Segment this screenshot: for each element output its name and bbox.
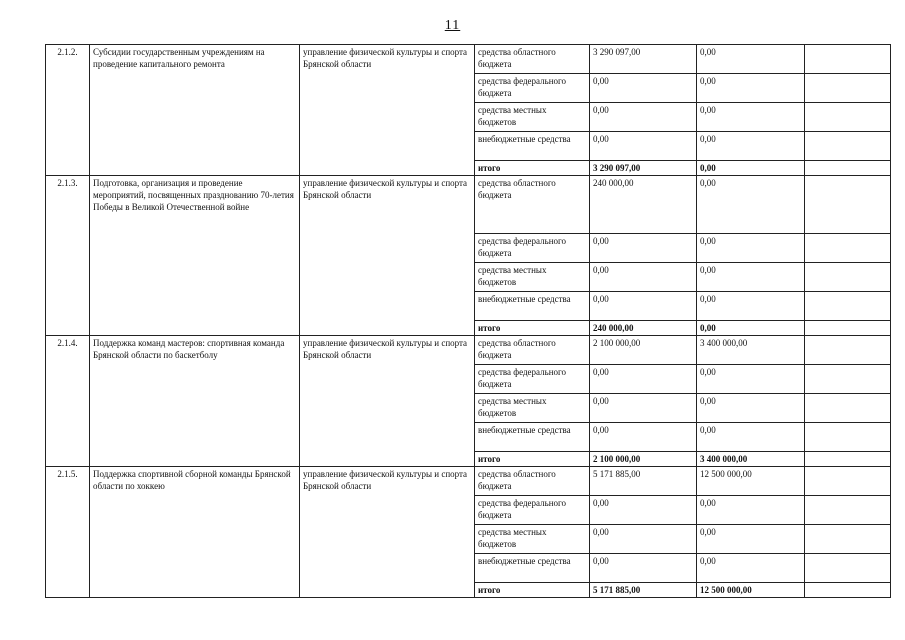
item-number bbox=[46, 583, 90, 598]
table-row bbox=[46, 554, 891, 583]
item-name bbox=[90, 423, 300, 452]
total-label: итого bbox=[475, 452, 590, 467]
amount-cell: 0,00 bbox=[697, 263, 805, 292]
amount-cell: 3 290 097,00 bbox=[590, 45, 697, 74]
item-number bbox=[46, 394, 90, 423]
empty-cell bbox=[805, 45, 891, 74]
item-executor bbox=[300, 496, 475, 525]
empty-cell bbox=[805, 132, 891, 161]
empty-cell bbox=[805, 161, 891, 176]
total-label: итого bbox=[475, 321, 590, 336]
source-label: внебюджетные средства bbox=[475, 292, 590, 321]
item-number bbox=[46, 292, 90, 321]
item-executor bbox=[300, 132, 475, 161]
amount-cell: 0,00 bbox=[590, 103, 697, 132]
amount-cell: 0,00 bbox=[697, 394, 805, 423]
item-executor bbox=[300, 423, 475, 452]
amount-cell: 0,00 bbox=[697, 176, 805, 234]
item-number: 2.1.5. bbox=[46, 467, 90, 496]
table-row bbox=[46, 45, 891, 74]
item-number bbox=[46, 452, 90, 467]
item-number bbox=[46, 263, 90, 292]
item-name bbox=[90, 554, 300, 583]
amount-cell: 0,00 bbox=[697, 292, 805, 321]
amount-cell: 0,00 bbox=[697, 554, 805, 583]
item-name bbox=[90, 234, 300, 263]
amount-cell: 0,00 bbox=[697, 103, 805, 132]
amount-cell: 0,00 bbox=[697, 525, 805, 554]
amount-cell: 12 500 000,00 bbox=[697, 467, 805, 496]
item-executor: управление физической культуры и спорта Брянской области bbox=[300, 467, 475, 496]
total-row bbox=[46, 583, 891, 598]
amount-cell: 0,00 bbox=[590, 554, 697, 583]
table-row bbox=[46, 467, 891, 496]
amount-cell: 0,00 bbox=[590, 292, 697, 321]
total-row bbox=[46, 452, 891, 467]
budget-table bbox=[45, 44, 891, 598]
amount-cell: 3 400 000,00 bbox=[697, 336, 805, 365]
table-row bbox=[46, 525, 891, 554]
table-row bbox=[46, 176, 891, 234]
empty-cell bbox=[805, 74, 891, 103]
empty-cell bbox=[805, 103, 891, 132]
page-number: 11 bbox=[444, 18, 461, 33]
amount-cell: 3 290 097,00 bbox=[590, 161, 697, 176]
amount-cell: 5 171 885,00 bbox=[590, 467, 697, 496]
amount-cell: 0,00 bbox=[697, 74, 805, 103]
item-executor bbox=[300, 292, 475, 321]
item-executor bbox=[300, 263, 475, 292]
amount-cell: 0,00 bbox=[590, 394, 697, 423]
item-executor bbox=[300, 583, 475, 598]
item-name: Поддержка спортивной сборной команды Брянской области по хоккею bbox=[90, 467, 300, 496]
amount-cell: 0,00 bbox=[697, 321, 805, 336]
amount-cell: 0,00 bbox=[590, 525, 697, 554]
table-row bbox=[46, 394, 891, 423]
item-number bbox=[46, 554, 90, 583]
source-label: средства областного бюджета bbox=[475, 45, 590, 74]
empty-cell bbox=[805, 423, 891, 452]
table-row bbox=[46, 74, 891, 103]
item-name: Подготовка, организация и проведение мероприятий, посвященных празднованию 70-летия Победы в Великой Отечественной войне bbox=[90, 176, 300, 234]
source-label: средства федерального бюджета bbox=[475, 365, 590, 394]
empty-cell bbox=[805, 365, 891, 394]
source-label: средства федерального бюджета bbox=[475, 496, 590, 525]
item-name bbox=[90, 132, 300, 161]
source-label: средства областного бюджета bbox=[475, 176, 590, 234]
item-number bbox=[46, 103, 90, 132]
item-name bbox=[90, 452, 300, 467]
source-label: средства местных бюджетов bbox=[475, 263, 590, 292]
amount-cell: 0,00 bbox=[590, 74, 697, 103]
empty-cell bbox=[805, 263, 891, 292]
amount-cell: 0,00 bbox=[697, 161, 805, 176]
empty-cell bbox=[805, 583, 891, 598]
empty-cell bbox=[805, 452, 891, 467]
source-label: средства местных бюджетов bbox=[475, 394, 590, 423]
empty-cell bbox=[805, 176, 891, 234]
item-name bbox=[90, 161, 300, 176]
source-label: средства федерального бюджета bbox=[475, 234, 590, 263]
item-name bbox=[90, 525, 300, 554]
amount-cell: 0,00 bbox=[590, 365, 697, 394]
source-label: внебюджетные средства bbox=[475, 132, 590, 161]
item-executor bbox=[300, 321, 475, 336]
empty-cell bbox=[805, 496, 891, 525]
amount-cell: 0,00 bbox=[697, 496, 805, 525]
item-name bbox=[90, 583, 300, 598]
amount-cell: 0,00 bbox=[590, 496, 697, 525]
item-executor bbox=[300, 234, 475, 263]
item-name bbox=[90, 103, 300, 132]
item-executor bbox=[300, 394, 475, 423]
table-row bbox=[46, 336, 891, 365]
item-number: 2.1.4. bbox=[46, 336, 90, 365]
item-name bbox=[90, 263, 300, 292]
table-row bbox=[46, 132, 891, 161]
amount-cell: 5 171 885,00 bbox=[590, 583, 697, 598]
source-label: средства федерального бюджета bbox=[475, 74, 590, 103]
amount-cell: 0,00 bbox=[697, 423, 805, 452]
source-label: средства областного бюджета bbox=[475, 467, 590, 496]
item-number bbox=[46, 74, 90, 103]
item-name bbox=[90, 394, 300, 423]
amount-cell: 2 100 000,00 bbox=[590, 336, 697, 365]
empty-cell bbox=[805, 234, 891, 263]
amount-cell: 0,00 bbox=[697, 45, 805, 74]
amount-cell: 0,00 bbox=[590, 423, 697, 452]
item-number bbox=[46, 423, 90, 452]
table-row bbox=[46, 292, 891, 321]
table-row bbox=[46, 423, 891, 452]
table-row bbox=[46, 263, 891, 292]
item-executor bbox=[300, 525, 475, 554]
item-number: 2.1.2. bbox=[46, 45, 90, 74]
table-row bbox=[46, 365, 891, 394]
item-executor: управление физической культуры и спорта Брянской области bbox=[300, 336, 475, 365]
item-number bbox=[46, 234, 90, 263]
item-executor bbox=[300, 74, 475, 103]
item-executor bbox=[300, 161, 475, 176]
item-name bbox=[90, 496, 300, 525]
source-label: внебюджетные средства bbox=[475, 554, 590, 583]
table-row bbox=[46, 234, 891, 263]
amount-cell: 240 000,00 bbox=[590, 176, 697, 234]
item-name bbox=[90, 365, 300, 394]
item-executor bbox=[300, 554, 475, 583]
item-number: 2.1.3. bbox=[46, 176, 90, 234]
item-name bbox=[90, 74, 300, 103]
source-label: средства областного бюджета bbox=[475, 336, 590, 365]
item-executor: управление физической культуры и спорта Брянской области bbox=[300, 45, 475, 74]
item-number bbox=[46, 321, 90, 336]
item-number bbox=[46, 161, 90, 176]
empty-cell bbox=[805, 525, 891, 554]
empty-cell bbox=[805, 321, 891, 336]
amount-cell: 0,00 bbox=[697, 234, 805, 263]
empty-cell bbox=[805, 336, 891, 365]
empty-cell bbox=[805, 554, 891, 583]
item-executor bbox=[300, 103, 475, 132]
amount-cell: 0,00 bbox=[697, 132, 805, 161]
table-row bbox=[46, 103, 891, 132]
empty-cell bbox=[805, 394, 891, 423]
item-number bbox=[46, 132, 90, 161]
item-name: Поддержка команд мастеров: спортивная команда Брянской области по баскетболу bbox=[90, 336, 300, 365]
item-name: Субсидии государственным учреждениям на проведение капитального ремонта bbox=[90, 45, 300, 74]
source-label: средства местных бюджетов bbox=[475, 103, 590, 132]
table-row bbox=[46, 496, 891, 525]
amount-cell: 2 100 000,00 bbox=[590, 452, 697, 467]
empty-cell bbox=[805, 292, 891, 321]
item-number bbox=[46, 365, 90, 394]
item-name bbox=[90, 292, 300, 321]
amount-cell: 0,00 bbox=[590, 234, 697, 263]
total-row bbox=[46, 321, 891, 336]
total-label: итого bbox=[475, 161, 590, 176]
amount-cell: 0,00 bbox=[590, 263, 697, 292]
total-row bbox=[46, 161, 891, 176]
amount-cell: 12 500 000,00 bbox=[697, 583, 805, 598]
item-executor: управление физической культуры и спорта Брянской области bbox=[300, 176, 475, 234]
amount-cell: 0,00 bbox=[697, 365, 805, 394]
item-executor bbox=[300, 365, 475, 394]
amount-cell: 240 000,00 bbox=[590, 321, 697, 336]
item-number bbox=[46, 496, 90, 525]
item-number bbox=[46, 525, 90, 554]
total-label: итого bbox=[475, 583, 590, 598]
item-executor bbox=[300, 452, 475, 467]
source-label: внебюджетные средства bbox=[475, 423, 590, 452]
source-label: средства местных бюджетов bbox=[475, 525, 590, 554]
amount-cell: 0,00 bbox=[590, 132, 697, 161]
empty-cell bbox=[805, 467, 891, 496]
amount-cell: 3 400 000,00 bbox=[697, 452, 805, 467]
item-name bbox=[90, 321, 300, 336]
